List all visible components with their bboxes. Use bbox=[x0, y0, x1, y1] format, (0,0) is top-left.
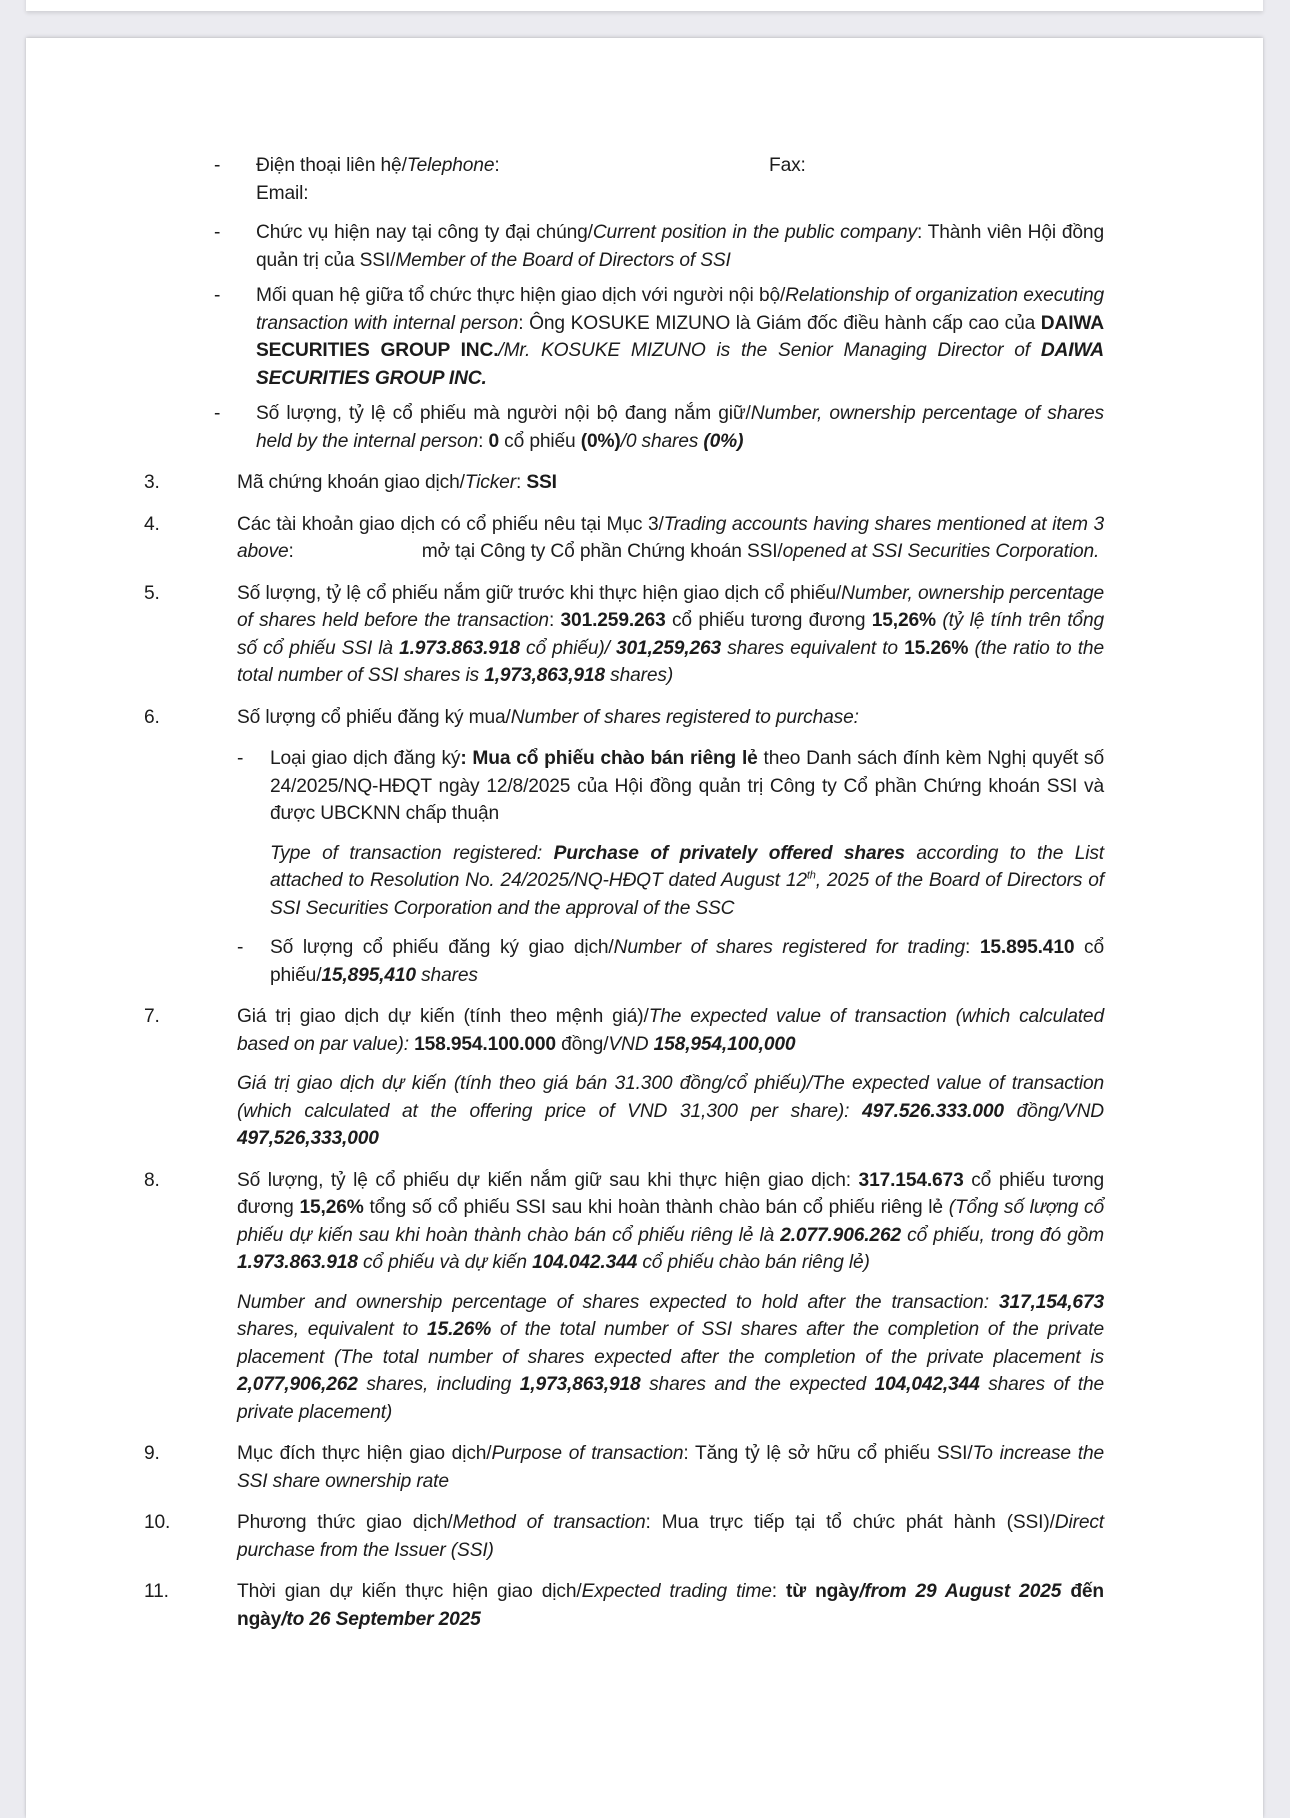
colon: : bbox=[515, 472, 527, 493]
text: shares) bbox=[604, 665, 674, 686]
total-shares-en: 1,973,863,918 bbox=[484, 665, 605, 686]
offer-value-label: Giá trị giao dịch dự kiến (tính theo giá bán 31.300 đồng/cổ phiếu)/The expected value of transaction (which calculated at the offering price of VND 31,300 per share): bbox=[237, 1073, 1104, 1122]
par-value-label-en: The expected value of transaction (which calculated based on par value): bbox=[237, 1006, 1104, 1055]
fax-label: Fax: bbox=[769, 155, 806, 176]
colon: : bbox=[478, 430, 489, 452]
position-label-en: Current position in the public company bbox=[592, 222, 917, 243]
registered-value-vi: 15.895.410 bbox=[979, 937, 1075, 958]
purpose-label-en: Purpose of transaction bbox=[491, 1443, 684, 1464]
from-date: /from 29 August 2025 bbox=[859, 1581, 1062, 1602]
item-3 bbox=[144, 469, 1104, 497]
holding-value-en: /0 shares bbox=[620, 430, 704, 452]
type-label-en: Type of transaction registered: bbox=[270, 842, 554, 864]
type-text-en: , 2025 of the Board of Directors of SSI Securities Corporation and the approval of the SSC bbox=[270, 870, 1104, 919]
position-item bbox=[144, 219, 1104, 274]
purpose-value-vi: : Tăng tỷ lệ sở hữu cổ phiếu SSI/ bbox=[683, 1443, 973, 1464]
total-vi: 1.973.863.918 bbox=[237, 1252, 358, 1273]
after-label-vi: Số lượng, tỷ lệ cổ phiếu dự kiến nắm giữ sau khi thực hiện giao dịch: bbox=[237, 1169, 859, 1191]
telephone-label-en: Telephone bbox=[406, 155, 495, 176]
relationship-label-vi: Mối quan hệ giữa tổ chức thực hiện giao dịch với người nội bộ/ bbox=[256, 285, 786, 306]
method-value-en: Direct purchase from the Issuer (SSI) bbox=[237, 1512, 1104, 1561]
after-label-en: Number and ownership percentage of shares expected to hold after the transaction: bbox=[237, 1291, 999, 1313]
previous-page bbox=[26, 0, 1263, 11]
text: (Tổng số lượng cổ phiếu dự kiến sau khi hoàn thành chào bán cổ phiếu riêng lẻ là bbox=[237, 1197, 1104, 1246]
item-7 bbox=[144, 1003, 1104, 1058]
bullet-dash: - bbox=[214, 155, 221, 176]
item-number: 3. bbox=[144, 472, 160, 493]
type-text-en: according to the List attached to Resolution No. 24/2025/NQ-HĐQT dated August 12 bbox=[270, 842, 1104, 891]
ordinal-suffix: th bbox=[806, 869, 816, 882]
item-number: 11. bbox=[144, 1581, 169, 1602]
par-value-vi: 158.954.100.000 bbox=[414, 1033, 556, 1055]
after-pct-en: 15.26% bbox=[427, 1319, 492, 1340]
registered-label-vi: Số lượng cổ phiếu đăng ký giao dịch/ bbox=[270, 937, 614, 958]
private-shares-vi: 104.042.344 bbox=[532, 1252, 638, 1273]
ticker-label-en: Ticker bbox=[464, 472, 516, 493]
text: (tỷ lệ tính trên tổng số cổ phiếu SSI là bbox=[237, 610, 1104, 659]
to-label-vi: đến ngày bbox=[237, 1581, 1104, 1630]
accounts-label-en: Trading accounts having shares mentioned at item 3 above bbox=[237, 513, 1104, 562]
to-date: /to 26 September 2025 bbox=[281, 1608, 481, 1630]
purpose-value-en: To increase the SSI share ownership rate bbox=[237, 1443, 1104, 1492]
transaction-type-en bbox=[144, 840, 1104, 923]
holding-pct: (0%) bbox=[580, 430, 621, 452]
type-value-en: Purchase of privately offered shares bbox=[553, 842, 905, 864]
position-label-vi: Chức vụ hiện nay tại công ty đại chúng/ bbox=[256, 222, 593, 243]
method-value-vi: : Mua trực tiếp tại tổ chức phát hành (SSI)/ bbox=[645, 1512, 1055, 1533]
item-number: 7. bbox=[144, 1006, 160, 1027]
item-number: 4. bbox=[144, 513, 160, 535]
contact-item bbox=[144, 152, 1104, 207]
holding-label-en: Number, ownership percentage of shares held by the internal person bbox=[256, 403, 1105, 452]
relationship-text-vi: : Ông KOSUKE MIZUNO là Giám đốc điều hành cấp cao của bbox=[518, 312, 1041, 334]
relationship-label-en: Relationship of organization executing transaction with internal person bbox=[256, 285, 1104, 334]
holding-value: 0 bbox=[488, 430, 499, 452]
item-10 bbox=[144, 1509, 1104, 1564]
text: cổ phiếu tương đương bbox=[237, 1169, 1104, 1218]
position-value-en: Member of the Board of Directors of SSI bbox=[395, 249, 731, 271]
total-after-en: 2,077,906,262 bbox=[237, 1374, 358, 1395]
accounts-value-vi: mở tại Công ty Cổ phần Chứng khoán SSI/ bbox=[421, 541, 783, 562]
offer-value-vi: 497.526.333.000 bbox=[862, 1100, 1004, 1122]
email-label: Email: bbox=[256, 182, 309, 204]
text: tổng số cổ phiếu SSI sau khi hoàn thành chào bán cổ phiếu riêng lẻ bbox=[363, 1197, 949, 1218]
colon: : bbox=[494, 155, 500, 176]
text: (the ratio to the total number of SSI shares is bbox=[237, 637, 1104, 686]
private-shares-en: 104,042,344 bbox=[874, 1374, 980, 1395]
purchase-label-en: Number of shares registered to purchase: bbox=[510, 706, 859, 728]
item-number: 10. bbox=[144, 1512, 171, 1533]
ticker-label-vi: Mã chứng khoán giao dịch/ bbox=[237, 472, 465, 493]
offer-value-en: 497,526,333,000 bbox=[237, 1128, 379, 1149]
ticker-value: SSI bbox=[526, 472, 557, 493]
transaction-type-item bbox=[144, 745, 1104, 828]
holding-unit: cổ phiếu bbox=[499, 430, 581, 452]
par-value-label-vi: Giá trị giao dịch dự kiến (tính theo mệnh giá)/ bbox=[237, 1006, 649, 1027]
internal-holding-item bbox=[144, 400, 1104, 455]
position-value-vi: : Thành viên Hội đồng quản trị của SSI/ bbox=[256, 222, 1104, 271]
item-11 bbox=[144, 1578, 1104, 1633]
text: cổ phiếu tương đương bbox=[665, 610, 872, 631]
colon: : bbox=[288, 541, 294, 562]
holding-pct-en: (0%) bbox=[703, 430, 744, 452]
item-number: 6. bbox=[144, 706, 160, 728]
accounts-value-en: opened at SSI Securities Corporation. bbox=[782, 541, 1100, 562]
total-shares-vi: 1.973.863.918 bbox=[399, 637, 520, 659]
offer-value-paragraph bbox=[144, 1070, 1104, 1153]
text: shares equivalent to bbox=[721, 637, 905, 659]
text: shares, equivalent to bbox=[237, 1319, 428, 1340]
before-label-vi: Số lượng, tỷ lệ cổ phiếu nắm giữ trước khi thực hiện giao dịch cổ phiếu/ bbox=[237, 582, 842, 604]
text: VND bbox=[608, 1033, 654, 1055]
registered-shares-item bbox=[144, 934, 1104, 989]
text: cổ phiếu)/ bbox=[519, 637, 616, 659]
before-pct-en: 15.26% bbox=[904, 637, 969, 659]
text: of the total number of SSI shares after the completion of the private placement (The total number of shares expected after the completion of the private placement is bbox=[237, 1319, 1104, 1368]
method-label-en: Method of transaction bbox=[452, 1512, 646, 1533]
method-label-vi: Phương thức giao dịch/ bbox=[237, 1512, 453, 1533]
colon: : bbox=[965, 937, 980, 958]
after-paragraph-en bbox=[144, 1289, 1104, 1427]
text: shares, including bbox=[357, 1374, 520, 1395]
text: cổ phiếu và dự kiến bbox=[357, 1252, 533, 1273]
accounts-label-vi: Các tài khoản giao dịch có cổ phiếu nêu tại Mục 3/ bbox=[237, 513, 664, 535]
item-5 bbox=[144, 580, 1104, 690]
text: shares of the private placement) bbox=[237, 1374, 1104, 1423]
type-text-vi: theo Danh sách đính kèm Nghị quyết số 24/2025/NQ-HĐQT ngày 12/8/2025 của Hội đồng quản trị Công ty Cổ phần Chứng khoán SSI và được UBCKNN chấp thuận bbox=[270, 748, 1104, 824]
after-pct-vi: 15,26% bbox=[299, 1197, 364, 1218]
purpose-label-vi: Mục đích thực hiện giao dịch/ bbox=[237, 1443, 492, 1464]
par-value-en: 158,954,100,000 bbox=[653, 1033, 796, 1055]
item-9 bbox=[144, 1440, 1104, 1495]
bullet-dash: - bbox=[214, 222, 221, 243]
bullet-dash: - bbox=[237, 748, 244, 769]
relationship-item bbox=[144, 282, 1104, 392]
before-pct-vi: 15,26% bbox=[871, 610, 936, 631]
text: đồng/ bbox=[555, 1033, 609, 1055]
before-shares-en: 301,259,263 bbox=[615, 637, 722, 659]
total-en: 1,973,863,918 bbox=[519, 1374, 641, 1395]
after-shares-en: 317,154,673 bbox=[998, 1291, 1104, 1313]
company-name-en: DAIWA SECURITIES GROUP INC. bbox=[256, 340, 1105, 389]
colon: : bbox=[771, 1581, 787, 1602]
before-label-en: Number, ownership percentage of shares held before the transaction bbox=[237, 582, 1104, 631]
type-label-vi: Loại giao dịch đăng ký bbox=[270, 748, 461, 769]
text: cổ phiếu chào bán riêng lẻ) bbox=[637, 1252, 870, 1273]
holding-label-vi: Số lượng, tỷ lệ cổ phiếu mà người nội bộ đang nắm giữ/ bbox=[256, 403, 751, 424]
colon: : bbox=[548, 610, 561, 631]
document-content bbox=[144, 152, 1104, 1633]
item-number: 8. bbox=[144, 1169, 160, 1191]
type-value-vi: : Mua cổ phiếu chào bán riêng lẻ bbox=[460, 748, 758, 769]
bullet-dash: - bbox=[237, 937, 244, 958]
before-shares-vi: 301.259.263 bbox=[560, 610, 666, 631]
company-name: DAIWA SECURITIES GROUP INC. bbox=[256, 312, 1104, 361]
text: cổ phiếu/ bbox=[270, 937, 1104, 986]
text: cổ phiếu, trong đó gồm bbox=[901, 1224, 1104, 1246]
text: đồng/VND bbox=[1003, 1100, 1104, 1122]
registered-label-en: Number of shares registered for trading bbox=[613, 937, 965, 958]
time-label-vi: Thời gian dự kiến thực hiện giao dịch/ bbox=[237, 1581, 582, 1602]
item-number: 9. bbox=[144, 1443, 160, 1464]
total-after-vi: 2.077.906.262 bbox=[780, 1224, 901, 1246]
item-8 bbox=[144, 1167, 1104, 1277]
text: shares bbox=[415, 964, 478, 986]
from-label-vi: từ ngày bbox=[786, 1581, 860, 1602]
telephone-label-vi: Điện thoại liên hệ/ bbox=[256, 155, 407, 176]
item-4 bbox=[144, 511, 1104, 566]
bullet-dash: - bbox=[214, 285, 221, 306]
after-shares-vi: 317.154.673 bbox=[858, 1169, 964, 1191]
time-label-en: Expected trading time bbox=[581, 1581, 772, 1602]
text: shares and the expected bbox=[640, 1374, 875, 1395]
purchase-label-vi: Số lượng cổ phiếu đăng ký mua/ bbox=[237, 706, 511, 728]
relationship-text-en: /Mr. KOSUKE MIZUNO is the Senior Managing Director of bbox=[498, 340, 1041, 361]
bullet-dash: - bbox=[214, 403, 221, 424]
item-6 bbox=[144, 704, 1104, 732]
registered-value-en: 15,895,410 bbox=[321, 964, 416, 986]
item-number: 5. bbox=[144, 582, 160, 604]
